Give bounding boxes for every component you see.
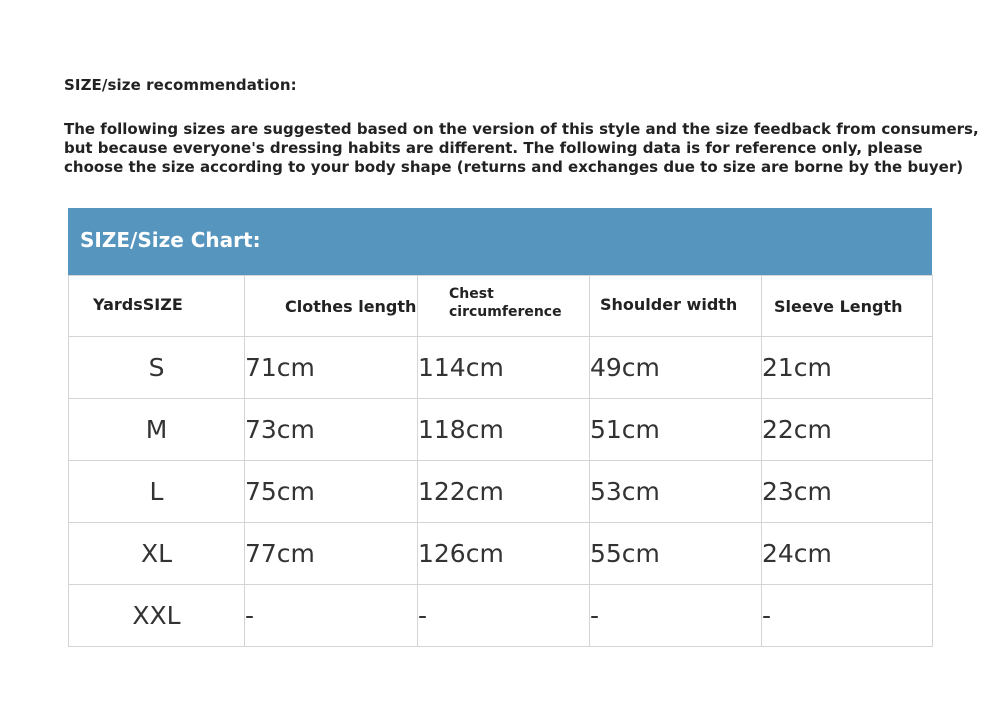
table-header-row: [69, 276, 933, 337]
size-chart: [68, 208, 932, 647]
cell-chest: -: [418, 585, 590, 647]
header-size-label: YardsSIZE: [93, 294, 183, 314]
cell-chest: 122cm: [418, 461, 590, 523]
size-table: [68, 275, 933, 647]
table-row: [69, 337, 933, 399]
table-row: [69, 399, 933, 461]
cell-shoulder: -: [590, 585, 762, 647]
chart-title: SIZE/Size Chart:: [80, 228, 261, 252]
cell-clothes-length: -: [245, 585, 418, 647]
cell-size: XL: [69, 523, 245, 585]
cell-size: S: [69, 337, 245, 399]
notice-line: The following sizes are suggested based on the version of this style and the size feedback from consumers,: [64, 120, 979, 138]
header-shoulder-width-label: Shoulder width: [600, 295, 738, 314]
table-row: [69, 585, 933, 647]
header-size: [69, 276, 245, 337]
cell-sleeve: 24cm: [762, 523, 933, 585]
header-clothes-length: [245, 276, 418, 337]
header-clothes-length-label: Clothes length: [285, 296, 417, 316]
cell-chest: 114cm: [418, 337, 590, 399]
cell-clothes-length: 77cm: [245, 523, 418, 585]
header-chest: [418, 276, 590, 337]
page-heading: SIZE/size recommendation:: [64, 76, 297, 94]
cell-clothes-length: 71cm: [245, 337, 418, 399]
header-chest-line1: Chest: [449, 286, 494, 302]
cell-clothes-length: 73cm: [245, 399, 418, 461]
notice-line: choose the size according to your body shape (returns and exchanges due to size are borne by the buyer): [64, 158, 964, 176]
cell-sleeve: 23cm: [762, 461, 933, 523]
cell-sleeve: 21cm: [762, 337, 933, 399]
header-shoulder-width: [590, 276, 762, 337]
notice-line: but because everyone's dressing habits are different. The following data is for reference only, please: [64, 139, 923, 157]
header-sleeve-length: [762, 276, 933, 337]
table-row: [69, 523, 933, 585]
cell-shoulder: 53cm: [590, 461, 762, 523]
header-sleeve-length-label: Sleeve Length: [774, 296, 903, 316]
chart-title-bar: [68, 208, 932, 275]
cell-clothes-length: 75cm: [245, 461, 418, 523]
cell-shoulder: 55cm: [590, 523, 762, 585]
cell-size: XXL: [69, 585, 245, 647]
cell-chest: 118cm: [418, 399, 590, 461]
cell-size: M: [69, 399, 245, 461]
table-row: [69, 461, 933, 523]
cell-sleeve: -: [762, 585, 933, 647]
header-chest-line2: circumference: [449, 304, 562, 320]
cell-shoulder: 51cm: [590, 399, 762, 461]
cell-size: L: [69, 461, 245, 523]
header-chest-label: [418, 285, 589, 321]
size-notice: [64, 120, 979, 177]
cell-sleeve: 22cm: [762, 399, 933, 461]
cell-shoulder: 49cm: [590, 337, 762, 399]
cell-chest: 126cm: [418, 523, 590, 585]
